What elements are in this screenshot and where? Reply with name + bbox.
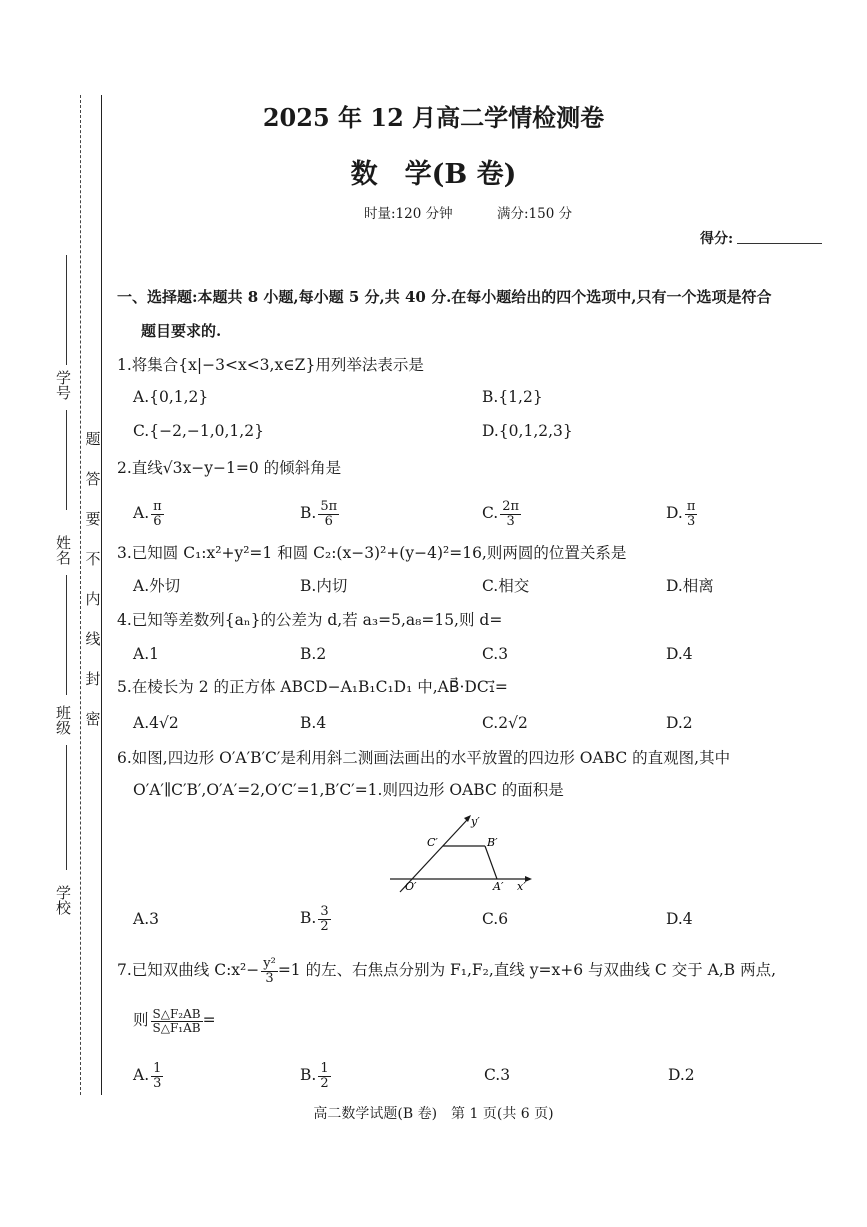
seal-char-7: 封: [85, 670, 101, 688]
area-ratio-fraction: [151, 1008, 203, 1034]
class-label: 班级: [54, 705, 72, 735]
score-label: 满分:150 分: [497, 206, 573, 222]
fraction-denominator: S△F₁AB: [152, 1020, 201, 1035]
fraction-numerator: 1: [153, 1061, 162, 1076]
question-6-figure: [385, 812, 535, 897]
question-1-option-c[interactable]: C.{−2,−1,0,1,2}: [133, 422, 264, 440]
stem-part1: 7.已知双曲线 C:x²−: [117, 961, 260, 980]
question-3-stem: 3.已知圆 C₁:x²+y²=1 和圆 C₂:(x−3)²+(y−4)²=16,则两圆的位置关系是: [117, 544, 627, 562]
seal-char-6: 线: [85, 630, 101, 648]
question-7-stem-line2: [133, 1008, 216, 1034]
subject-title: 数 学(B 卷): [350, 159, 517, 190]
stem-fraction: [261, 957, 278, 985]
fraction-numerator: 3: [320, 904, 329, 919]
line2-prefix: 则: [133, 1011, 149, 1030]
fraction-numerator: 2π: [502, 499, 520, 514]
fraction-numerator: π: [153, 499, 162, 514]
label-b: B′: [487, 836, 498, 849]
question-5-option-c[interactable]: C.2√2: [482, 714, 528, 732]
student-id-underline: [66, 255, 67, 365]
name-label: 姓名: [54, 535, 72, 565]
stem-part2: =1 的左、右焦点分别为 F₁,F₂,直线 y=x+6 与双曲线 C 交于 A,B 两点,: [277, 961, 777, 980]
option-a-prefix: A.: [133, 1066, 150, 1085]
question-5-option-d[interactable]: D.2: [666, 714, 693, 732]
question-6-option-b[interactable]: [300, 905, 331, 933]
option-d-prefix: D.: [666, 504, 683, 523]
fraction-numerator: y²: [263, 956, 276, 971]
question-5-option-a[interactable]: A.4√2: [133, 714, 179, 732]
seal-char-4: 不: [85, 550, 101, 568]
option-c-prefix: C.: [482, 504, 499, 523]
option-b-prefix: B.: [300, 909, 317, 928]
option-b-prefix: B.: [300, 504, 317, 523]
question-6-option-d[interactable]: D.4: [666, 910, 693, 928]
exam-title: 2025 年 12 月高二学情检测卷: [262, 103, 605, 132]
option-d-fraction: [685, 500, 698, 528]
question-6-option-a[interactable]: A.3: [133, 910, 159, 928]
question-7-option-d[interactable]: D.2: [668, 1066, 695, 1084]
question-7-option-b[interactable]: [300, 1062, 331, 1090]
question-1-option-b[interactable]: B.{1,2}: [482, 388, 543, 406]
question-3-option-d[interactable]: D.相离: [666, 577, 714, 595]
option-b-fraction: [318, 905, 330, 933]
question-4-stem: 4.已知等差数列{aₙ}的公差为 d,若 a₃=5,a₈=15,则 d=: [117, 611, 503, 629]
option-b-prefix: B.: [300, 1066, 317, 1085]
question-4-option-b[interactable]: B.2: [300, 645, 327, 663]
name-underline: [66, 575, 67, 695]
fraction-denominator: 6: [153, 513, 162, 529]
option-a-prefix: A.: [133, 504, 150, 523]
question-6-stem-line1: 6.如图,四边形 O′A′B′C′是利用斜二测画法画出的水平放置的四边形 OABC 的直观图,其中: [117, 749, 731, 767]
label-o: O′: [405, 880, 417, 893]
question-7-option-c[interactable]: C.3: [484, 1066, 511, 1084]
question-5-stem: 5.在棱长为 2 的正方体 ABCD−A₁B₁C₁D₁ 中,AB⃗·DC₁⃗=: [117, 678, 508, 696]
question-2-option-b[interactable]: [300, 500, 339, 528]
seal-char-3: 要: [85, 510, 101, 528]
fraction-numerator: π: [686, 499, 696, 514]
y-axis-arrow: [464, 815, 471, 822]
question-3-option-a[interactable]: A.外切: [133, 577, 181, 595]
x-axis-arrow: [525, 876, 532, 882]
label-c: C′: [427, 836, 438, 849]
question-1-option-d[interactable]: D.{0,1,2,3}: [482, 422, 573, 440]
class-underline: [66, 745, 67, 870]
label-y: y′: [471, 815, 480, 828]
section-heading-line1: 一、选择题:本题共 8 小题,每小题 5 分,共 40 分.在每小题给出的四个选项中,只有一个选项是符合: [117, 288, 772, 306]
label-x: x′: [517, 880, 526, 893]
fraction-denominator: 3: [153, 1075, 162, 1091]
question-7-option-a[interactable]: [133, 1062, 163, 1090]
question-2-option-d[interactable]: [666, 500, 697, 528]
option-a-fraction: [151, 1062, 163, 1090]
got-score-label: 得分:: [700, 231, 734, 247]
fraction-denominator: 2: [320, 918, 329, 934]
fraction-numerator: S△F₂AB: [152, 1007, 201, 1021]
question-2-stem: 2.直线√3x−y−1=0 的倾斜角是: [117, 459, 342, 477]
edge-b-a: [485, 846, 497, 879]
option-b-fraction: [318, 500, 339, 528]
question-3-option-b[interactable]: B.内切: [300, 577, 348, 595]
question-6-stem-line2: O′A′∥C′B′,O′A′=2,O′C′=1,B′C′=1.则四边形 OABC 的面积是: [133, 781, 564, 799]
question-2-option-c[interactable]: [482, 500, 521, 528]
seal-char-1: 题: [85, 430, 101, 448]
question-4-option-a[interactable]: A.1: [133, 645, 159, 663]
question-7-stem-line1: [117, 957, 776, 985]
seal-char-2: 答: [85, 470, 101, 488]
question-1-option-a[interactable]: A.{0,1,2}: [133, 388, 209, 406]
question-4-option-c[interactable]: C.3: [482, 645, 509, 663]
question-3-option-c[interactable]: C.相交: [482, 577, 530, 595]
fraction-numerator: 5π: [320, 499, 338, 514]
binding-line-outer: [80, 95, 82, 1095]
question-2-option-a[interactable]: [133, 500, 164, 528]
time-label: 时量:120 分钟: [364, 206, 453, 222]
question-1-stem: 1.将集合{x|−3<x<3,x∈Z}用列举法表示是: [117, 356, 424, 374]
got-score-blank[interactable]: [737, 243, 822, 244]
fraction-denominator: 2: [320, 1075, 329, 1091]
option-c-fraction: [500, 500, 521, 528]
line2-suffix: =: [202, 1011, 216, 1030]
option-b-fraction: [318, 1062, 330, 1090]
fraction-denominator: 3: [265, 970, 274, 986]
label-a: A′: [493, 880, 504, 893]
seal-char-5: 内: [85, 590, 101, 608]
fraction-denominator: 6: [324, 513, 333, 529]
question-6-option-c[interactable]: C.6: [482, 910, 509, 928]
fraction-numerator: 1: [320, 1061, 329, 1076]
fraction-denominator: 3: [506, 513, 515, 529]
seal-char-8: 密: [85, 710, 101, 728]
fraction-denominator: 3: [686, 513, 696, 529]
student-id-label: 学号: [54, 370, 72, 400]
page-footer: 高二数学试题(B 卷) 第 1 页(共 6 页): [313, 1106, 554, 1122]
section-heading-line2: 题目要求的.: [141, 322, 222, 340]
student-id-underline-2: [66, 410, 67, 510]
option-a-fraction: [151, 500, 164, 528]
school-label: 学校: [54, 885, 72, 915]
question-4-option-d[interactable]: D.4: [666, 645, 693, 663]
question-5-option-b[interactable]: B.4: [300, 714, 327, 732]
